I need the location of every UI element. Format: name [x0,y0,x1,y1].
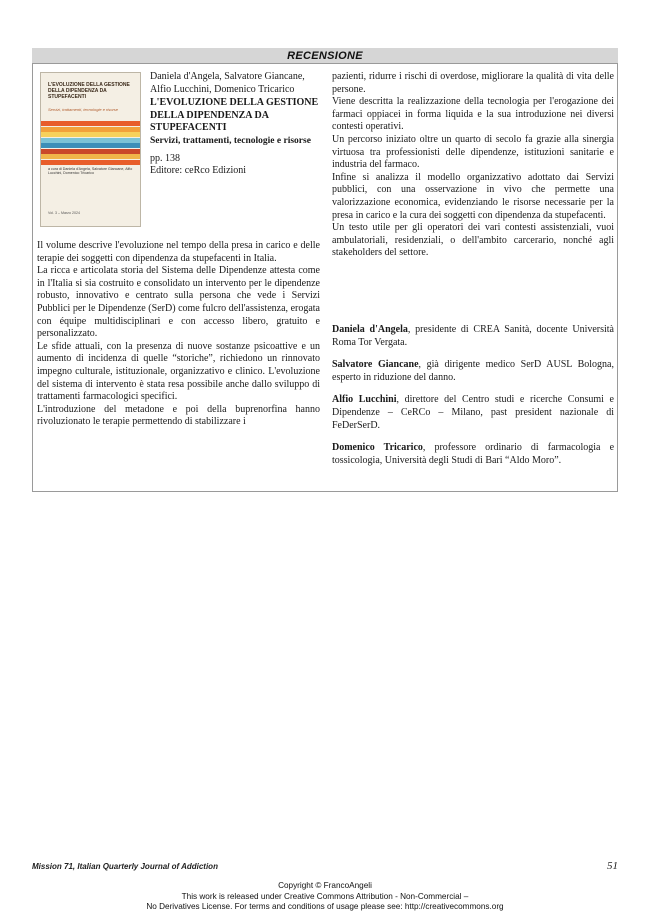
paragraph: pazienti, ridurre i rischi di overdose, migliorare la qualità di vita delle persone. [332,71,614,95]
bio-name: Alfio Lucchini [332,394,397,406]
journal-name: Mission 71, Italian Quarterly Journal of Addiction [32,862,218,871]
copyright-line: Copyright © FrancoAngeli [278,881,372,890]
bio-name: Salvatore Giancane [332,359,419,371]
paragraph: Viene descritta la realizzazione della tecnologia per l'erogazione dei farmaci oppiacei in forma liquida e la sua introduzione nei diversi contesti operativi. [332,96,614,133]
review-text-left [37,240,320,429]
bio-text: , direttore del Centro studi e ricerche Consumi e Dipendenze – CeRCo – Milano, past president nazionale di FeDerSerD. [332,394,614,431]
copyright-line: No Derivatives License. For terms and conditions of usage please see: http://creativecommons.org [146,902,504,911]
cover-footer: Vol. 3 – Marzo 2024 [48,211,80,215]
bio-name: Domenico Tricarico [332,442,423,454]
cover-subtitle: Servizi, trattamenti, tecnologie e risorse [48,107,119,112]
bio-text: , presidente di CREA Sanità, docente Università Roma Tor Vergata. [332,324,614,348]
cover-title: L'EVOLUZIONE DELLA GESTIONE DELLA DIPENDENZA DA STUPEFACENTI [48,82,130,100]
book-pages: pp. 138 [150,152,180,164]
review-text-right [332,71,614,260]
paragraph: Infine si analizza il modello organizzativo adottato dai Servizi pubblici, con una osservazione in vivo che permette una valorizzazione economica, evidenziando le risorse necessarie per la presa in carico e la cura dei soggetti con dipendenza da stupefacenti. [332,171,614,221]
copyright-notice [0,881,650,913]
cover-stripe [41,154,141,159]
bio-entry [332,394,614,432]
copyright-line: This work is released under Creative Commons Attribution - Non-Commercial – [181,891,469,901]
cover-authors: a cura di Daniela d'Angela, Salvatore Giancane, Alfio Lucchini, Domenico Tricarico [48,167,133,176]
book-details [150,71,322,178]
bio-entry [332,359,614,384]
paragraph: Le sfide attuali, con la presenza di nuove sostanze psicoattive e un aumento di incidenza di quelle “storiche”, richiedono un rinnovato impegno culturale, istituzionale, organizzativo e clinico. L'evoluzione del sistema di intervento è stata resa possibile anche dallo sviluppo di trattamenti farmacologici specifici. [37,340,320,403]
cover-stripe [41,149,141,154]
book-subtitle: Servizi, trattamenti, tecnologie e risorse [150,135,311,146]
paragraph: Un testo utile per gli operatori dei vari contesti assistenziali, vuoi ambulatoriali, residenziali, o dell'ambito carcerario, nonché agli stakeholders del settore. [332,222,614,259]
cover-stripe [41,160,141,165]
cover-stripe [41,127,141,132]
page-number: 51 [607,860,618,872]
cover-stripe [41,143,141,148]
paragraph: La ricca e articolata storia del Sistema delle Dipendenze attesta come in l'Italia si sia costruito e consolidato un intervento per le dipendenze robusto, innovativo e centrato sulla persona che vede i Servizi Pubblici per le Dipendenze (SerD) come fulcro dell'assistenza, erogata con équipe multidisciplinari e con accesso libero, gratuito e personalizzato. [37,265,320,340]
paragraph: L'introduzione del metadone e poi della buprenorfina hanno rivoluzionato le terapie permettendo di stabilizzare i [37,403,320,428]
paragraph: Un percorso iniziato oltre un quarto di secolo fa grazie alla sinergia virtuosa tra professionisti delle dipendenze, istituzioni sanitarie e industria del farmaco. [332,133,614,171]
bio-text: , professore ordinario di farmacologia e tossicologia, Università degli Studi di Bari “Aldo Moro”. [332,442,615,466]
book-publisher: Editore: ceRco Edizioni [150,165,247,177]
book-authors: Daniela d'Angela, Salvatore Giancane, Alfio Lucchini, Domenico Tricarico [150,71,305,95]
bio-text: , già dirigente medico SerD AUSL Bologna, esperto in riduzione del danno. [332,359,614,383]
author-bios [332,324,614,477]
cover-stripe [41,132,141,137]
section-header: RECENSIONE [32,48,618,64]
bio-name: Daniela d'Angela [332,324,408,335]
bio-entry [332,324,614,349]
cover-stripe [41,138,141,143]
book-title: L'EVOLUZIONE DELLA GESTIONE DELLA DIPENDENZA DA STUPEFACENTI [150,97,319,134]
paragraph: Il volume descrive l'evoluzione nel tempo della presa in carico e delle terapie dei soggetti con dipendenza da stupefacenti in Italia. [37,240,320,264]
bio-entry [332,442,614,467]
book-cover-image [40,72,141,227]
cover-stripe [41,121,141,126]
